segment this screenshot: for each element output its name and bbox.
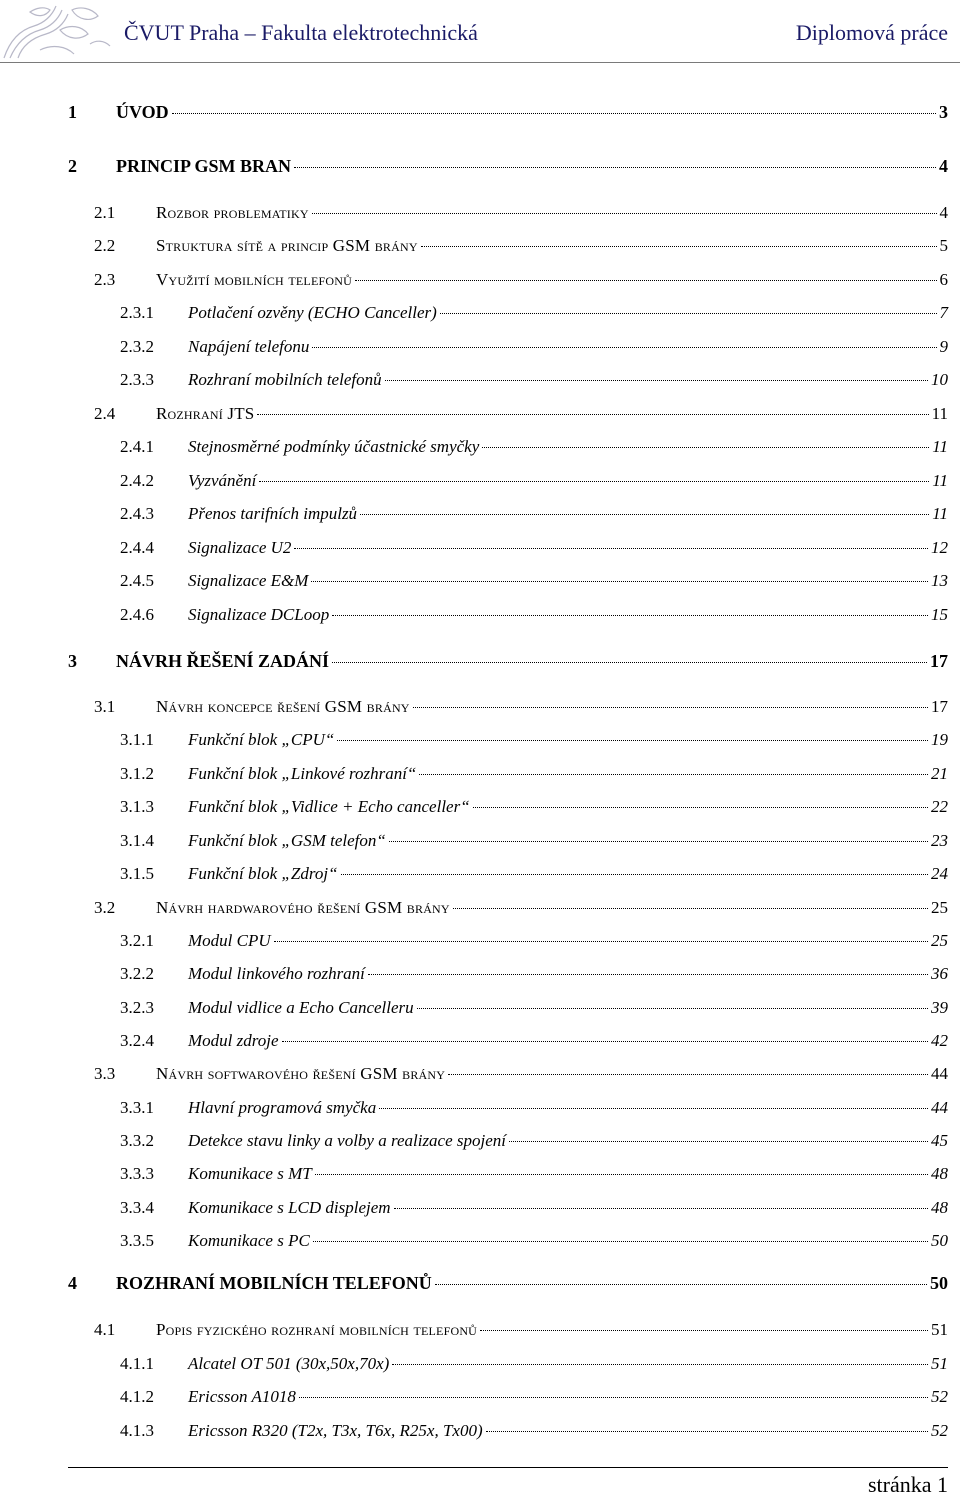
toc-entry[interactable] <box>120 964 948 984</box>
toc-entry-title: Modul zdroje <box>188 1031 279 1050</box>
toc-entry-number: 2.1 <box>94 203 116 222</box>
toc-entry-title: Potlačení ozvěny (ECHO Canceller) <box>188 303 437 322</box>
toc-dot-leader <box>473 807 928 808</box>
toc-entry-title: Funkční blok „Vidlice + Echo canceller“ <box>188 797 470 816</box>
toc-entry[interactable] <box>94 1320 948 1340</box>
toc-entry-number: 3 <box>68 651 77 671</box>
toc-entry-page-number: 51 <box>931 1320 948 1339</box>
toc-dot-leader <box>413 707 928 708</box>
toc-entry[interactable] <box>94 898 948 918</box>
toc-dot-leader <box>355 280 937 281</box>
toc-entry-number: 3.1 <box>94 697 116 716</box>
toc-entry-page-number: 51 <box>931 1354 948 1373</box>
toc-entry[interactable] <box>120 764 948 784</box>
toc-entry-page-number: 50 <box>930 1273 948 1293</box>
toc-entry-page-number: 24 <box>931 864 948 883</box>
toc-entry-page-number: 36 <box>931 964 948 983</box>
toc-entry-page-number: 45 <box>931 1131 948 1150</box>
toc-entry[interactable] <box>120 303 948 323</box>
toc-entry-number: 4.1.3 <box>120 1421 154 1440</box>
toc-entry-number: 3.1.2 <box>120 764 154 783</box>
toc-dot-leader <box>421 246 937 247</box>
toc-entry[interactable] <box>68 1273 948 1294</box>
toc-entry[interactable] <box>94 1064 948 1084</box>
toc-entry-page-number: 21 <box>931 764 948 783</box>
toc-dot-leader <box>440 313 937 314</box>
toc-entry[interactable] <box>120 538 948 558</box>
toc-dot-leader <box>392 1364 928 1365</box>
toc-entry-title: Komunikace s PC <box>188 1231 310 1250</box>
toc-entry-title: Ericsson A1018 <box>188 1387 296 1406</box>
toc-entry-page-number: 7 <box>939 303 948 322</box>
toc-dot-leader <box>448 1074 928 1075</box>
toc-dot-leader <box>332 662 927 663</box>
toc-dot-leader <box>417 1008 928 1009</box>
toc-entry-page-number: 25 <box>931 898 948 917</box>
toc-entry-number: 2.4.3 <box>120 504 154 523</box>
toc-entry-number: 2.4.2 <box>120 471 154 490</box>
toc-dot-leader <box>312 347 936 348</box>
toc-entry-number: 3.2.4 <box>120 1031 154 1050</box>
toc-entry-page-number: 4 <box>939 203 948 222</box>
toc-entry[interactable] <box>120 370 948 390</box>
toc-entry-number: 2.4 <box>94 404 116 423</box>
toc-dot-leader <box>486 1431 928 1432</box>
toc-entry-page-number: 11 <box>932 437 948 456</box>
header-document-type: Diplomová práce <box>795 20 948 45</box>
toc-entry-title: Funkční blok „GSM telefon“ <box>188 831 386 850</box>
toc-entry-page-number: 11 <box>932 471 948 490</box>
toc-dot-leader <box>299 1397 928 1398</box>
toc-entry-title: Hlavní programová smyčka <box>188 1098 377 1117</box>
toc-entry-title: Funkční blok „CPU“ <box>188 730 335 749</box>
toc-entry[interactable] <box>94 270 948 290</box>
toc-entry-number: 3.2 <box>94 898 116 917</box>
toc-entry[interactable] <box>120 730 948 750</box>
toc-entry-page-number: 17 <box>931 697 948 716</box>
toc-entry[interactable] <box>94 404 948 424</box>
toc-entry-page-number: 10 <box>931 370 948 389</box>
toc-entry-number: 2 <box>68 156 77 176</box>
toc-entry-number: 3.3.3 <box>120 1164 154 1183</box>
toc-entry-page-number: 9 <box>939 337 948 356</box>
toc-entry-title: ROZHRANÍ MOBILNÍCH TELEFONŮ <box>116 1273 432 1293</box>
toc-entry-title: Funkční blok „Zdroj“ <box>188 864 338 883</box>
toc-entry-title: Detekce stavu linky a volby a realizace spojení <box>188 1131 507 1150</box>
toc-entry-title: Popis fyzického rozhraní mobilních telefonů <box>156 1320 478 1339</box>
toc-dot-leader <box>435 1284 927 1285</box>
toc-entry-page-number: 44 <box>931 1064 948 1083</box>
university-logo-icon <box>0 0 118 64</box>
toc-dot-leader <box>337 740 928 741</box>
toc-entry-page-number: 23 <box>931 831 948 850</box>
toc-entry-number: 2.3.3 <box>120 370 154 389</box>
toc-entry-title: ÚVOD <box>116 102 169 122</box>
toc-entry-page-number: 48 <box>931 1164 948 1183</box>
toc-entry-number: 4.1 <box>94 1320 116 1339</box>
toc-entry-page-number: 39 <box>931 998 948 1017</box>
toc-entry-number: 2.2 <box>94 236 116 255</box>
toc-entry-title: Přenos tarifních impulzů <box>188 504 358 523</box>
toc-entry-page-number: 22 <box>931 797 948 816</box>
toc-dot-leader <box>315 1174 928 1175</box>
toc-entry-page-number: 5 <box>939 236 948 255</box>
toc-dot-leader <box>311 581 928 582</box>
toc-entry-number: 2.4.1 <box>120 437 154 456</box>
toc-entry-number: 2.4.6 <box>120 605 154 624</box>
toc-entry[interactable] <box>120 1354 948 1374</box>
footer-divider <box>68 1467 948 1468</box>
toc-entry[interactable] <box>94 236 948 256</box>
toc-entry[interactable] <box>120 1231 948 1251</box>
page-header <box>0 0 960 72</box>
toc-entry-title: Ericsson R320 (T2x, T3x, T6x, R25x, Tx00) <box>188 1421 483 1440</box>
toc-dot-leader <box>389 841 928 842</box>
toc-dot-leader <box>368 974 928 975</box>
toc-entry-title: Alcatel OT 501 (30x,50x,70x) <box>188 1354 390 1373</box>
toc-entry-title: PRINCIP GSM BRAN <box>116 156 292 176</box>
toc-entry-number: 4 <box>68 1273 77 1293</box>
toc-entry-page-number: 4 <box>939 156 948 176</box>
toc-entry-number: 2.4.5 <box>120 571 154 590</box>
toc-entry-number: 2.3.2 <box>120 337 154 356</box>
toc-entry[interactable] <box>94 697 948 717</box>
toc-entry[interactable] <box>120 337 948 357</box>
toc-entry[interactable] <box>120 1164 948 1184</box>
toc-entry-number: 3.2.2 <box>120 964 154 983</box>
toc-entry-title: Návrh koncepce řešení GSM brány <box>156 697 410 716</box>
toc-entry-title: Signalizace E&M <box>188 571 309 590</box>
toc-dot-leader <box>312 213 937 214</box>
toc-entry[interactable] <box>120 1131 948 1151</box>
toc-entry-title: Stejnosměrné podmínky účastnické smyčky <box>188 437 480 456</box>
toc-entry-number: 2.4.4 <box>120 538 154 557</box>
toc-entry-page-number: 52 <box>931 1421 948 1440</box>
header-faculty-title: ČVUT Praha – Fakulta elektrotechnická <box>124 20 478 45</box>
toc-entry-title: Funkční blok „Linkové rozhraní“ <box>188 764 417 783</box>
toc-entry-number: 3.1.3 <box>120 797 154 816</box>
toc-entry[interactable] <box>94 203 948 223</box>
toc-entry-number: 3.3.1 <box>120 1098 154 1117</box>
toc-dot-leader <box>257 414 928 415</box>
toc-dot-leader <box>274 941 928 942</box>
toc-entry-title: Rozhraní JTS <box>156 404 255 423</box>
toc-entry-title: Návrh softwarového řešení GSM brány <box>156 1064 446 1083</box>
toc-entry-page-number: 44 <box>931 1098 948 1117</box>
toc-entry-title: Signalizace DCLoop <box>188 605 330 624</box>
toc-dot-leader <box>332 615 928 616</box>
toc-entry-number: 3.3.4 <box>120 1198 154 1217</box>
toc-entry-number: 3.1.1 <box>120 730 154 749</box>
toc-dot-leader <box>509 1141 928 1142</box>
toc-dot-leader <box>394 1208 928 1209</box>
footer-page-label: stránka 1 <box>867 1472 948 1497</box>
toc-entry-title: Modul linkového rozhraní <box>188 964 365 983</box>
toc-entry[interactable] <box>120 437 948 457</box>
toc-dot-leader <box>385 380 928 381</box>
toc-dot-leader <box>453 908 928 909</box>
toc-entry-number: 4.1.2 <box>120 1387 154 1406</box>
toc-dot-leader <box>341 874 928 875</box>
toc-entry-page-number: 17 <box>930 651 948 671</box>
toc-entry-page-number: 19 <box>931 730 948 749</box>
toc-entry-number: 1 <box>68 102 77 122</box>
toc-entry-title: Návrh hardwarového řešení GSM brány <box>156 898 450 917</box>
toc-entry-title: Komunikace s LCD displejem <box>188 1198 391 1217</box>
toc-entry-page-number: 25 <box>931 931 948 950</box>
toc-entry-page-number: 48 <box>931 1198 948 1217</box>
toc-entry-page-number: 6 <box>939 270 948 289</box>
toc-entry-title: Napájení telefonu <box>188 337 310 356</box>
toc-entry[interactable] <box>120 571 948 591</box>
toc-entry-title: Rozbor problematiky <box>156 203 309 222</box>
toc-entry[interactable] <box>120 1031 948 1051</box>
toc-entry[interactable] <box>120 1098 948 1118</box>
toc-entry[interactable] <box>120 1198 948 1218</box>
toc-entry-number: 2.3.1 <box>120 303 154 322</box>
toc-entry[interactable] <box>68 651 948 672</box>
toc-dot-leader <box>482 447 929 448</box>
toc-entry-title: Rozhraní mobilních telefonů <box>188 370 382 389</box>
toc-dot-leader <box>480 1330 928 1331</box>
toc-entry[interactable] <box>120 1387 948 1407</box>
toc-entry-title: NÁVRH ŘEŠENÍ ZADÁNÍ <box>116 651 330 671</box>
toc-entry-number: 4.1.1 <box>120 1354 154 1373</box>
toc-dot-leader <box>379 1108 928 1109</box>
toc-entry-number: 3.3 <box>94 1064 116 1083</box>
toc-entry-number: 3.3.5 <box>120 1231 154 1250</box>
toc-entry-page-number: 3 <box>939 102 948 122</box>
toc-entry-title: Modul vidlice a Echo Cancelleru <box>188 998 414 1017</box>
toc-entry[interactable] <box>68 102 948 123</box>
toc-entry[interactable] <box>120 1421 948 1441</box>
toc-entry-title: Struktura sítě a princip GSM brány <box>156 236 418 255</box>
toc-entry-number: 2.3 <box>94 270 116 289</box>
toc-entry-page-number: 13 <box>931 571 948 590</box>
toc-entry-page-number: 50 <box>931 1231 948 1250</box>
toc-entry-title: Komunikace s MT <box>188 1164 312 1183</box>
toc-dot-leader <box>282 1041 928 1042</box>
toc-dot-leader <box>419 774 928 775</box>
toc-entry-number: 3.2.1 <box>120 931 154 950</box>
toc-entry-page-number: 12 <box>931 538 948 557</box>
toc-dot-leader <box>294 548 928 549</box>
toc-entry-number: 3.2.3 <box>120 998 154 1017</box>
toc-entry-title: Vyzvánění <box>188 471 257 490</box>
toc-entry[interactable] <box>120 504 948 524</box>
toc-entry-number: 3.1.4 <box>120 831 154 850</box>
toc-entry[interactable] <box>120 998 948 1018</box>
toc-entry[interactable] <box>120 864 948 884</box>
toc-entry[interactable] <box>120 797 948 817</box>
toc-entry-page-number: 11 <box>932 504 948 523</box>
toc-dot-leader <box>259 481 929 482</box>
toc-entry[interactable] <box>120 605 948 625</box>
toc-entry-title: Využití mobilních telefonů <box>156 270 352 289</box>
toc-dot-leader <box>172 113 936 114</box>
toc-entry-page-number: 15 <box>931 605 948 624</box>
toc-entry-page-number: 42 <box>931 1031 948 1050</box>
toc-entry-number: 3.1.5 <box>120 864 154 883</box>
toc-dot-leader <box>294 167 936 168</box>
toc-entry-page-number: 11 <box>931 404 948 423</box>
toc-entry-page-number: 52 <box>931 1387 948 1406</box>
toc-entry[interactable] <box>68 156 948 177</box>
toc-entry[interactable] <box>120 471 948 491</box>
toc-entry[interactable] <box>120 931 948 951</box>
toc-dot-leader <box>313 1241 928 1242</box>
toc-entry-title: Modul CPU <box>188 931 271 950</box>
header-divider <box>0 62 960 63</box>
toc-entry-number: 3.3.2 <box>120 1131 154 1150</box>
toc-dot-leader <box>360 514 929 515</box>
toc-entry-title: Signalizace U2 <box>188 538 292 557</box>
toc-entry[interactable] <box>120 831 948 851</box>
